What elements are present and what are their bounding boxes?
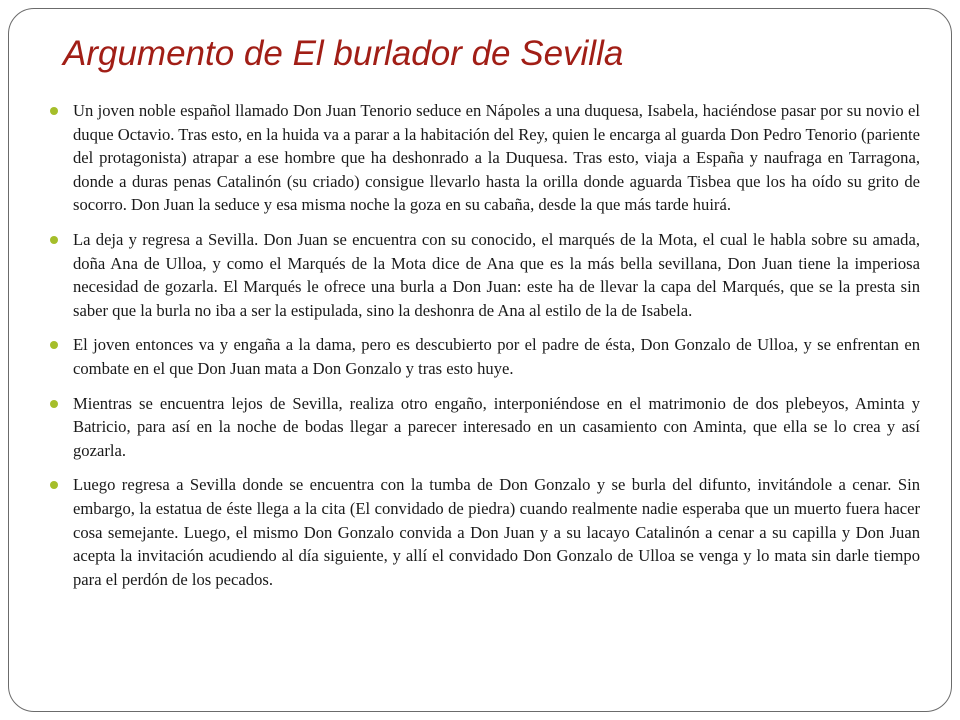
bullet-dot-icon	[50, 400, 58, 408]
bullet-dot-icon	[50, 481, 58, 489]
bullet-item	[50, 333, 920, 380]
bullet-item	[50, 392, 920, 463]
bullet-dot-icon	[50, 236, 58, 244]
bullet-item	[50, 99, 920, 217]
bullet-text: Mientras se encuentra lejos de Sevilla, realiza otro engaño, interponiéndose en el matrimonio de dos plebeyos, Aminta y Batricio, para así en la noche de bodas llegar a parecer interesado en un casamiento con Aminta, que ella se lo crea y así gozarla.	[73, 393, 920, 460]
bullet-text: El joven entonces va y engaña a la dama, pero es descubierto por el padre de ésta, Don Gonzalo de Ulloa, y se enfrentan en combate en el que Don Juan mata a Don Gonzalo y tras esto huye.	[73, 335, 920, 378]
bullet-dot-icon	[50, 341, 58, 349]
bullet-text: Luego regresa a Sevilla donde se encuentra con la tumba de Don Gonzalo y se burla del difunto, invitándole a cenar. Sin embargo, la estatua de éste llega a la cita (El convidado de piedra) cuando realmente nadie esperaba que un muerto fuera hacer cosa semejante. Luego, el mismo Don Gonzalo convida a Don Juan y a su lacayo Catalinón a cenar a su capilla y Don Juan acepta la invitación acudiendo al día siguiente, y allí el convidado Don Gonzalo de Ulloa se venga y lo mata sin darle tiempo para el perdón de los pecados.	[73, 475, 920, 589]
bullet-item	[50, 473, 920, 591]
bullet-item	[50, 228, 920, 322]
bullet-list	[50, 99, 920, 602]
bullet-text: Un joven noble español llamado Don Juan Tenorio seduce en Nápoles a una duquesa, Isabela, haciéndose pasar por su novio el duque Octavio. Tras esto, en la huida va a parar a la habitación del Rey, quien le encarga al guarda Don Pedro Tenorio (pariente del protagonista) atrapar a ese hombre que ha deshonrado a la Duquesa. Tras esto, viaja a España y naufraga en Tarragona, donde a duras penas Catalinón (su criado) consigue llevarlo hasta la orilla donde aguarda Tisbea que los ha oído su grito de socorro. Don Juan la seduce y esa misma noche la goza en su cabaña, desde la que más tarde huirá.	[73, 101, 920, 215]
bullet-text: La deja y regresa a Sevilla. Don Juan se encuentra con su conocido, el marqués de la Mota, el cual le habla sobre su amada, doña Ana de Ulloa, y como el Marqués de la Mota dice de Ana que es la más bella sevillana, Don Juan tiene la imperiosa necesidad de gozarla. El Marqués le ofrece una burla a Don Juan: este ha de llevar la capa del Marqués, que se la presta sin saber que la burla no iba a ser la estipulada, sino la deshonra de Ana al estilo de la de Isabela.	[73, 229, 920, 320]
slide-title: Argumento de El burlador de Sevilla	[63, 34, 624, 73]
bullet-dot-icon	[50, 107, 58, 115]
